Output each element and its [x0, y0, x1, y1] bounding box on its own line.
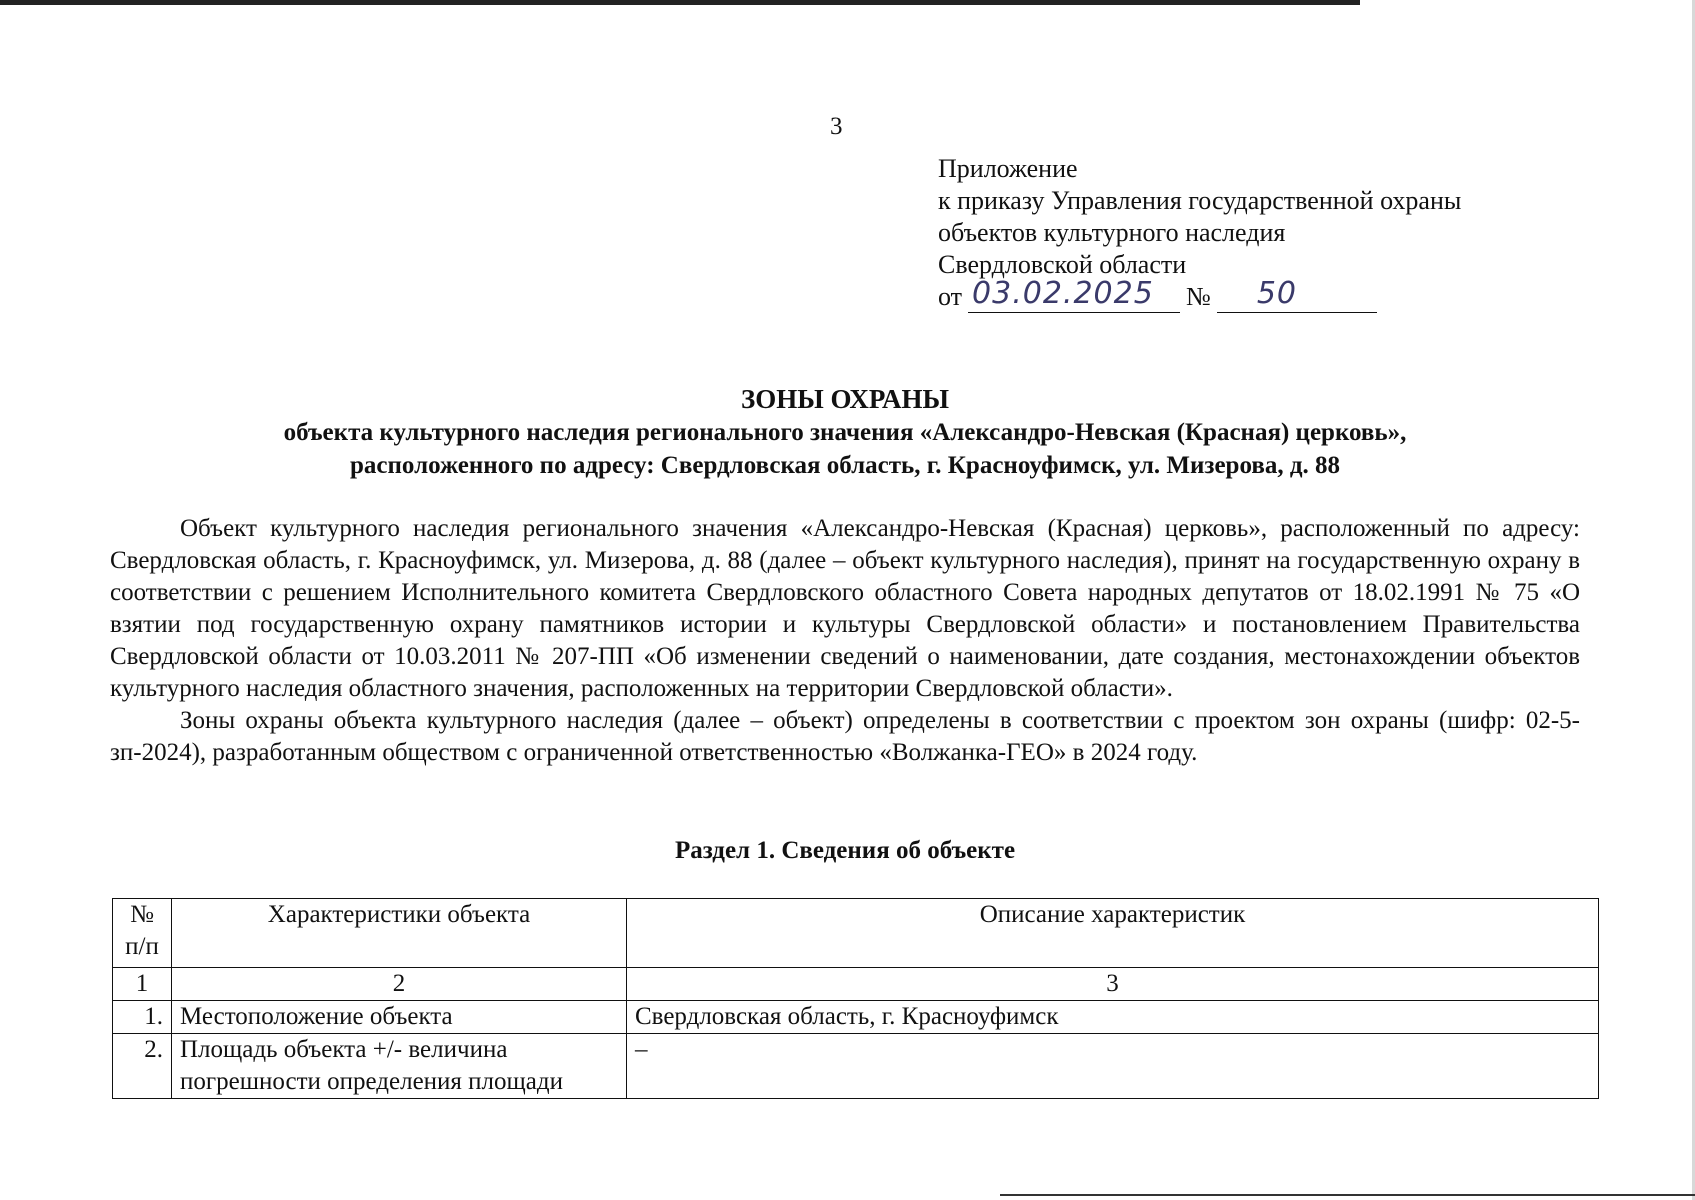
- order-date-number-line: [938, 276, 1461, 313]
- header-num: № п/п: [113, 899, 172, 968]
- table-row: [113, 1034, 1599, 1099]
- row-description: Свердловская область, г. Красноуфимск: [627, 1001, 1599, 1034]
- table-index-row: [113, 968, 1599, 1001]
- header-characteristic: Характеристики объекта: [172, 899, 627, 968]
- table-header-row: [113, 899, 1599, 968]
- title-main: ЗОНЫ ОХРАНЫ: [741, 384, 949, 414]
- appendix-line-1: Приложение: [938, 154, 1078, 183]
- index-1: 1: [113, 968, 172, 1001]
- row-num: 2.: [113, 1034, 172, 1099]
- paragraph-1: Объект культурного наследия регионального значения «Александро-Невская (Красная) церковь», расположенный по адресу: Свердловская область, г. Красноуфимск, ул. Мизерова, д. 88 (далее – объект культурного наследия), принят на государственную охрану в соответствии с решением Исполнительного комитета Свердловского областного Совета народных депутатов от 18.02.1991 № 75 «О взятии под государственную охрану памятников истории и культуры Свердловской области» и постановлением Правительства Свердловской области от 10.03.2011 № 207-ПП «Об изменении сведений о наименовании, дате создания, местонахождении объектов культурного наследия областного значения, расположенных на территории Свердловской области».: [110, 515, 1580, 702]
- object-info-table: [112, 898, 1599, 1099]
- appendix-line-4: Свердловской области: [938, 250, 1187, 279]
- paragraph-2: Зоны охраны объекта культурного наследия (далее – объект) определены в соответствии с проектом зон охраны (шифр: 02-5-зп-2024), разработанным обществом с ограниченной ответственностью «Волжанка-ГЕО» в 2024 году.: [110, 707, 1580, 766]
- title-sub-2: расположенного по адресу: Свердловская область, г. Красноуфимск, ул. Мизерова, д. 88: [350, 452, 1340, 479]
- row-num: 1.: [113, 1001, 172, 1034]
- title-sub-1: объекта культурного наследия регионального значения «Александро-Невская (Красная) церковь»,: [283, 419, 1407, 446]
- appendix-line-3: объектов культурного наследия: [938, 218, 1286, 247]
- scan-edge-top: [0, 0, 1360, 5]
- appendix-block: [938, 153, 1461, 313]
- from-label: от: [938, 282, 963, 311]
- date-field: [968, 276, 1180, 313]
- document-title: [110, 382, 1580, 482]
- index-3: 3: [627, 968, 1599, 1001]
- handwritten-date: 03.02.2025: [972, 276, 1154, 311]
- section-1-title: Раздел 1. Сведения об объекте: [674, 837, 1016, 864]
- row-characteristic: Площадь объекта +/- величина погрешности определения площади: [172, 1034, 627, 1099]
- number-field: [1217, 276, 1377, 313]
- number-label: №: [1186, 282, 1211, 311]
- appendix-line-2: к приказу Управления государственной охраны: [938, 186, 1462, 215]
- index-2: 2: [172, 968, 627, 1001]
- body-text: [110, 513, 1580, 769]
- page-number: 3: [830, 113, 843, 140]
- row-description: –: [627, 1034, 1599, 1099]
- header-description: Описание характеристик: [627, 899, 1599, 968]
- table-row: [113, 1001, 1599, 1034]
- row-characteristic: Местоположение объекта: [172, 1001, 627, 1034]
- scan-edge-bottom: [1000, 1194, 1695, 1196]
- handwritten-number: 50: [1256, 276, 1298, 311]
